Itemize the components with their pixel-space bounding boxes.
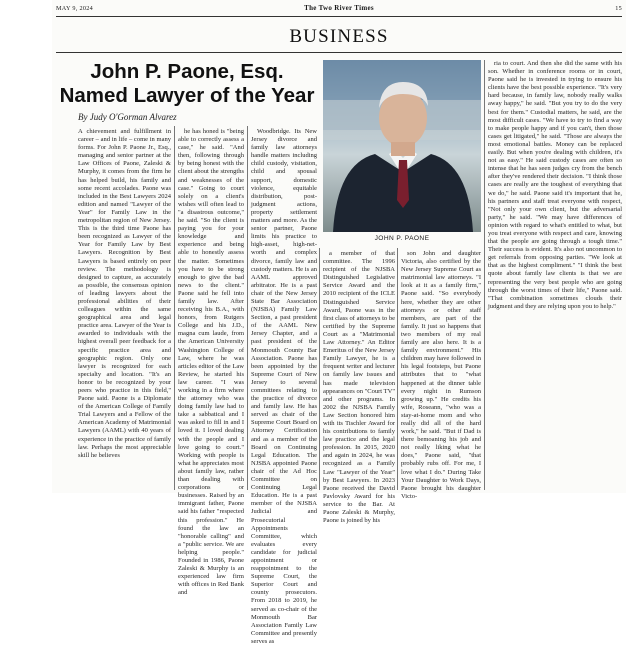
- column-text: Woodbridge. Its New Jersey divorce and family law attorneys handle matters including child custody, visitation, child and spousal support, domestic violence, equitable distribution, post-judgment actions, property settlement matters and more. As the senior partner, Paone limits his practice to high-asset, high-net-worth and complex divorce, family law and custody matters. He is an AAML approved arbitrator. He is a past chair of the New Jersey State Bar Association (NJSBA) Family Law Section, a past president of the AAML New Jersey Chapter, and a past president of the Monmouth County Bar Association. Paone has been appointed by the Supreme Court of New Jersey to several committees relating to the practice of divorce and family law. He has served as chair of the Supreme Court Board on Attorney Certification and as a member of the Board on Continuing Legal Education. The NJSBA appointed Paone chair of the Ad Hoc Committee on Continuing Legal Education. He is a past member of the NJSBA Judicial and Prosecutorial Appointments Committee, which evaluates every candidate for judicial appointment or reappointment to the Supreme Court, the Superior Court and county prosecutors. From 2018 to 2019, he served as co-chair of the Monmouth Bar Association Family Law Committee and presently serves as: [251, 128, 317, 645]
- column-text: he has honed is "being able to correctly assess a case," he said. "And then, following through by being honest with the client about the strengths and weaknesses of the case." Going to court solely on a client's wishes will often lead to "a disastrous outcome," he said. "So the client is paying you for your knowledge and experience and being able to honestly assess the matter. Sometimes you have to be strong enough to give the bad news to the client." Paone said he fell into family law. After receiving his B.A., with honors, from Rutgers College and his J.D., magna cum laude, from the American University Washington College of Law, where he was articles editor of the Law Review, he started his law career. "I was working in a firm where the attorney who was doing family law had to take a sabbatical and I was asked to fill in and I loved it. I loved dealing with the people and I love going to court." Working with people is what he appreciates most about family law, rather than dealing with corporations or businesses. Raised by an immigrant father, Paone said his father "respected this profession." He found the law an "honorable calling" and a "public service. We are helping people." Founded in 1986, Paone Zaleski & Murphy is an experienced law firm with offices in Red Bank and: [178, 128, 244, 597]
- masthead: [56, 5, 622, 15]
- article-column-3: [251, 128, 317, 645]
- column-divider: [397, 248, 398, 490]
- column-text: ria to court. And then she did the same with his son. Whether in conference rooms or in court, Paone said he is invested in trying to ensure his clients have the best possible experience. "It's very hard because, in family law, nobody really walks away happy," he said. "But you try to do the very best for them." Custodial matters, he said, are the most difficult cases. "We have to try to find a way to make people happy and if you can't, then those cases get litigated," he said. "Those are always the most emotional battles. Money can be replaced easily. But when you're dealing with children, it's not as easy." He said custody cases are often so intense that he has seen judges cry from the bench after they've rendered their decision. "I think those cases are really are the toughest of everything that we do," he said. Paone said it's important that he, his partners and staff treat everyone with respect, "Not only your own client, but the adversarial party," he said. "We may have differences of opinion with regard to what's entitled to what, but you treat everyone with respect and care, knowing that the people are going through a tough time." Their success is evident. It's also not uncommon to get referrals from opposing parties. "We look at that as the highest compliment." "I think the best quote about family law clients is that we are representing the very best people who are going through the worst times of their life," Paone said. "That combination sometimes clouds their judgment and they are relying upon you to help.": [488, 60, 622, 310]
- section-title: BUSINESS: [289, 26, 389, 47]
- masthead-rule: [56, 16, 622, 17]
- article-column-1: [78, 128, 171, 490]
- column-text: A chievement and fulfillment in career – and in life – come in many forms. For John P. Paone Jr., Esq., managing and senior partner at the Law Offices of Paone, Zaleski & Murphy, it comes from the firm he has helped build, his family and some recent accolades. Paone was included in the Best Lawyers 2024 edition and named "Lawyer of the Year" for Family Law in the metropolitan region of New Jersey. This is the third time Paone has been recognized as Lawyer of the Year for Family Law by Best Lawyers. Recognition by Best Lawyers is based entirely on peer review. The methodology is designed to capture, as accurately as possible, the consensus opinion of leading lawyers about the professional abilities of their colleagues within the same geographical area and legal practice area. Lawyer of the Year is awarded to individuals with the highest overall peer feedback for a specific practice area and geographic region. Only one lawyer is recognized for each specialty and location. "It's an honor to be recognized by your peers who practice in this field," Paone said. Paone is a Diplomate of the American College of Family Trial Lawyers and a Fellow of the American Academy of Matrimonial Lawyers (AAML) with 40 years of experience in the practice of family law. Perhaps the most appreciable skill he believes: [78, 128, 171, 459]
- article-column-6: [488, 60, 622, 490]
- page-number: 15: [615, 5, 622, 12]
- portrait-photo: [323, 60, 481, 232]
- issue-date: MAY 9, 2024: [56, 5, 94, 12]
- column-divider: [247, 126, 248, 490]
- column-divider: [174, 126, 175, 490]
- column-divider: [319, 248, 320, 490]
- article-column-5: [401, 250, 481, 500]
- article-column-2: [178, 128, 244, 597]
- article-column-4: [323, 250, 395, 525]
- paper-name: The Two River Times: [304, 4, 374, 12]
- column-text: son John and daughter Victoria, also certified by the New Jersey Supreme Court as matrimonial law attorneys. "I look at it as a family firm," Paone said. "So everybody here, whether they are other attorneys or other staff members, are part of the family. It just so happens that two members of my real family are also here. It is a family environment." His children may have followed in his legal footsteps, but Paone attributes that to "what happened at the dinner table every night in Rumson growing up." He credits his wife, Roseann, "who was a stay-at-home mom and who really did all of the hard work," he said. "But if Dad is there bemoaning his job and not really liking what he does," Paone said, "that probably rubs off. For me, I love what I do." During Take Your Daughter to Work Days, Paone brought his daughter Victo-: [401, 250, 481, 500]
- column-divider: [484, 60, 485, 490]
- article-byline: By Judy O'Gorman Alvarez: [78, 112, 177, 122]
- page-margin: [0, 0, 52, 493]
- column-text: a member of that committee. The 1996 recipient of the NJSBA Distinguished Legislative Service Award and the 2010 recipient of the ICLE Distinguished Service Award, Paone was in the first class of attorneys to be certified by the Supreme Court as a "Matrimonial Law Attorney." An Editor Emeritus of the New Jersey Family Lawyer, he is a frequent writer and lecturer on family law issues and has made television appearances on "Court TV" and other programs. In 2002 the NJSBA Family Law Section honored him with its Tischler Award for his contributions to family law practice and the legal profession. In 2015, 2020 and again in 2024, he was recognized as a Family Law "Lawyer of the Year" by Best Lawyers. In 2023 Paone received the David Pavlovsky Award for his service to the Bar. At Paone Zaleski & Murphy, Paone is joined by his: [323, 250, 395, 525]
- section-rule: [56, 52, 622, 53]
- article-headline: John P. Paone, Esq. Named Lawyer of the Year: [59, 60, 315, 107]
- portrait-illustration: [323, 60, 481, 232]
- photo-caption: JOHN P. PAONE: [374, 235, 430, 242]
